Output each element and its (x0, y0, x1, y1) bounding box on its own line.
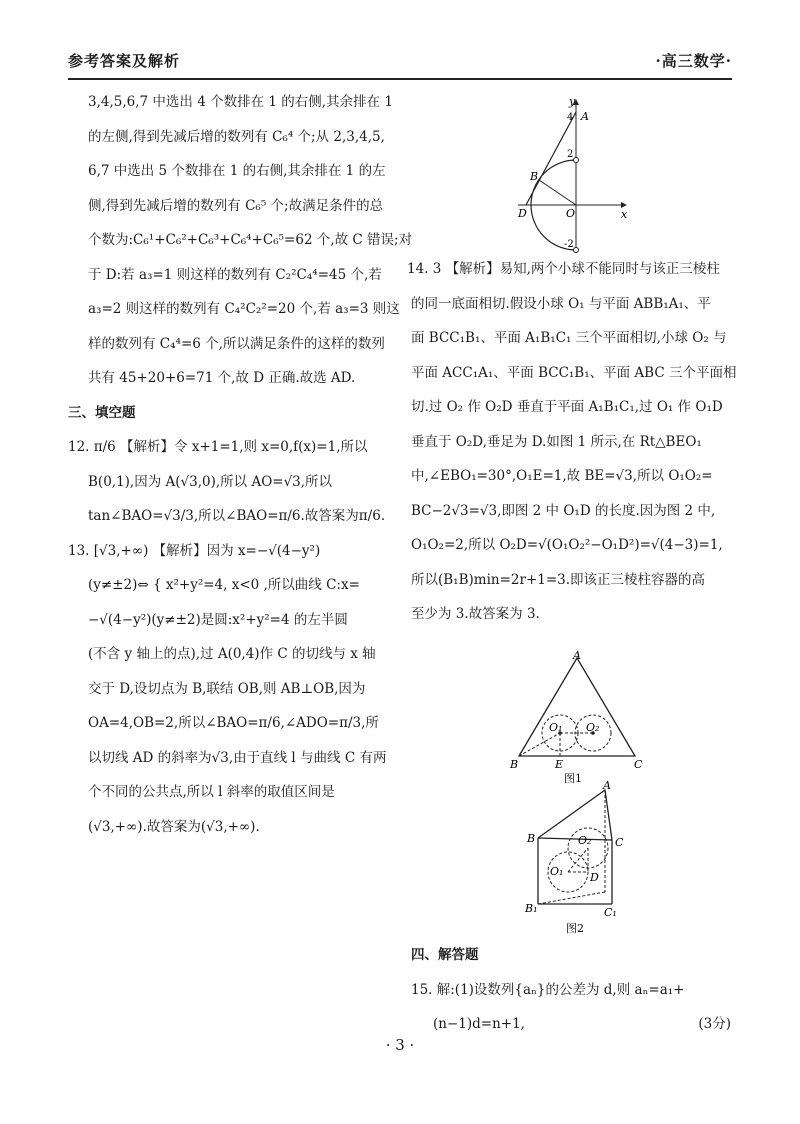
label-D: D (518, 207, 527, 220)
text-line: 侧,得到先减后增的数列有 C₆⁵ 个;故满足条件的总 (88, 197, 384, 214)
text-line: 15. 解:(1)设数列{aₙ}的公差为 d,则 aₙ=a₁+ (411, 981, 685, 998)
score-badge: (3分) (698, 1016, 731, 1032)
q15-formula: (n−1)d=n+1, (433, 1016, 525, 1032)
label-x: x (621, 208, 628, 221)
text-line: (√3,+∞).故答案为(√3,+∞). (88, 818, 260, 835)
section-heading-answer: 四、解答题 (411, 947, 479, 963)
text-line: BC−2√3=√3,即图 2 中 O₁D 的长度.因为图 2 中, (411, 502, 716, 519)
text-line: 交于 D,设切点为 B,联结 OB,则 AB⊥OB,因为 (88, 680, 366, 697)
figure-1 (505, 650, 655, 785)
label-B: B (530, 170, 539, 183)
text-line: O₁O₂=2,所以 O₂D=√(O₁O₂²−O₁D²)=√(4−3)=1, (411, 537, 723, 553)
text-line: −√(4−y²)(y≠±2)是圆:x²+y²=4 的左半圆 (88, 611, 348, 628)
text-line: 14. 3 【解析】易知,两个小球不能同时与该正三棱柱 (407, 261, 720, 277)
figure-2 (520, 780, 650, 940)
label-O1: O₁ (550, 865, 564, 878)
radius-OB (539, 180, 576, 205)
tick-2: 2 (567, 149, 574, 160)
edge-BC (538, 838, 612, 840)
text-line: 中,∠EBO₁=30°,O₁E=1,故 BE=√3,所以 O₁O₂= (411, 468, 713, 484)
label-C: C (634, 758, 643, 771)
label-O2: O₂ (578, 834, 592, 847)
text-line: 的左侧,得到先减后增的数列有 C₆⁴ 个;从 2,3,4,5, (88, 128, 385, 145)
tick-4: 4 (567, 112, 574, 123)
label-E: E (555, 758, 564, 771)
page-number: · 3 · (385, 1036, 415, 1054)
text-line: tan∠BAO=√3/3,所以∠BAO=π/6.故答案为π/6. (88, 508, 386, 524)
text-line: (y≠±2)⇔ { x²+y²=4, x<0 ,所以曲线 C:x= (88, 577, 360, 593)
text-line: 样的数列有 C₄⁴=6 个,所以满足条件的这样的数列 (88, 335, 385, 352)
text-line: B(0,1),因为 A(√3,0),所以 AO=√3,所以 (88, 473, 333, 490)
text-line: 共有 45+20+6=71 个,故 D 正确.故选 AD. (88, 370, 356, 386)
label-B1: B₁ (525, 902, 538, 915)
label-B: B (527, 832, 536, 845)
text-line: 至少为 3.故答案为 3. (411, 606, 540, 622)
text-line: 所以(B₁B)min=2r+1=3.即该正三棱柱容器的高 (411, 571, 706, 588)
text-line: 个数为:C₆¹+C₆²+C₆³+C₆⁴+C₆⁵=62 个,故 C 错误;对 (88, 232, 413, 248)
right-column (407, 252, 737, 632)
text-line: 13. [√3,+∞) 【解析】因为 x=−√(4−y²) (68, 542, 321, 559)
text-line: 3,4,5,6,7 中选出 4 个数排在 1 的右侧,其余排在 1 (88, 94, 393, 110)
header-rule (68, 78, 732, 80)
coordinate-graph (508, 92, 638, 262)
header-title: 参考答案及解析 (68, 52, 181, 70)
label-B: B (510, 758, 519, 771)
edge-B1A1 (538, 892, 605, 904)
text-line: 面 BCC₁B₁、平面 A₁B₁C₁ 三个平面相切,小球 O₂ 与 (411, 330, 727, 346)
label-y: y (569, 95, 576, 108)
section-heading-fill-in: 三、填空题 (68, 404, 136, 421)
figure-1-caption: 图1 (564, 772, 582, 785)
text-line: 个不同的公共点,所以 l 斜率的取值区间是 (88, 784, 335, 800)
text-line: 12. π/6 【解析】令 x+1=1,则 x=0,f(x)=1,所以 (68, 439, 368, 455)
text-line: OA=4,OB=2,所以∠BAO=π/6,∠ADO=π/3,所 (88, 715, 379, 731)
label-C1: C₁ (604, 906, 617, 919)
segment-O1O2 (568, 848, 588, 872)
text-line: 垂直于 O₂D,垂足为 D.如图 1 所示,在 Rt△BEO₁ (411, 433, 702, 450)
page-header (68, 44, 732, 74)
text-line: 以切线 AD 的斜率为√3,由于直线 l 与曲线 C 有两 (88, 749, 387, 766)
text-line: (不含 y 轴上的点),过 A(0,4)作 C 的切线与 x 轴 (88, 646, 376, 662)
tick-minus-2: -2 (564, 239, 574, 250)
open-point-top (574, 158, 579, 163)
figure-2-caption: 图2 (566, 922, 584, 935)
label-O2: O₂ (586, 721, 600, 734)
text-line: 平面 ACC₁A₁、平面 BCC₁B₁、平面 ABC 三个平面相 (411, 364, 737, 381)
label-D: D (590, 871, 599, 884)
text-line: 于 D:若 a₃=1 则这样的数列有 C₂²C₄⁴=45 个,若 (88, 266, 382, 283)
label-C: C (615, 836, 624, 849)
header-subject: ·高三数学· (655, 52, 732, 70)
left-column (68, 85, 413, 844)
label-O: O (566, 207, 576, 220)
label-O1: O₁ (549, 721, 563, 734)
text-line: 的同一底面相切.假设小球 O₁ 与平面 ABB₁A₁、平 (411, 295, 711, 312)
label-A: A (573, 650, 581, 662)
text-line: 切.过 O₂ 作 O₂D 垂直于平面 A₁B₁C₁,过 O₁ 作 O₁D (411, 399, 723, 415)
label-A: A (581, 110, 589, 123)
text-line: a₃=2 则这样的数列有 C₄²C₂²=20 个,若 a₃=3 则这 (88, 301, 400, 317)
text-line: 6,7 中选出 5 个数排在 1 的右侧,其余排在 1 的左 (88, 163, 386, 179)
label-A: A (603, 780, 611, 792)
answer-section (411, 938, 731, 1042)
